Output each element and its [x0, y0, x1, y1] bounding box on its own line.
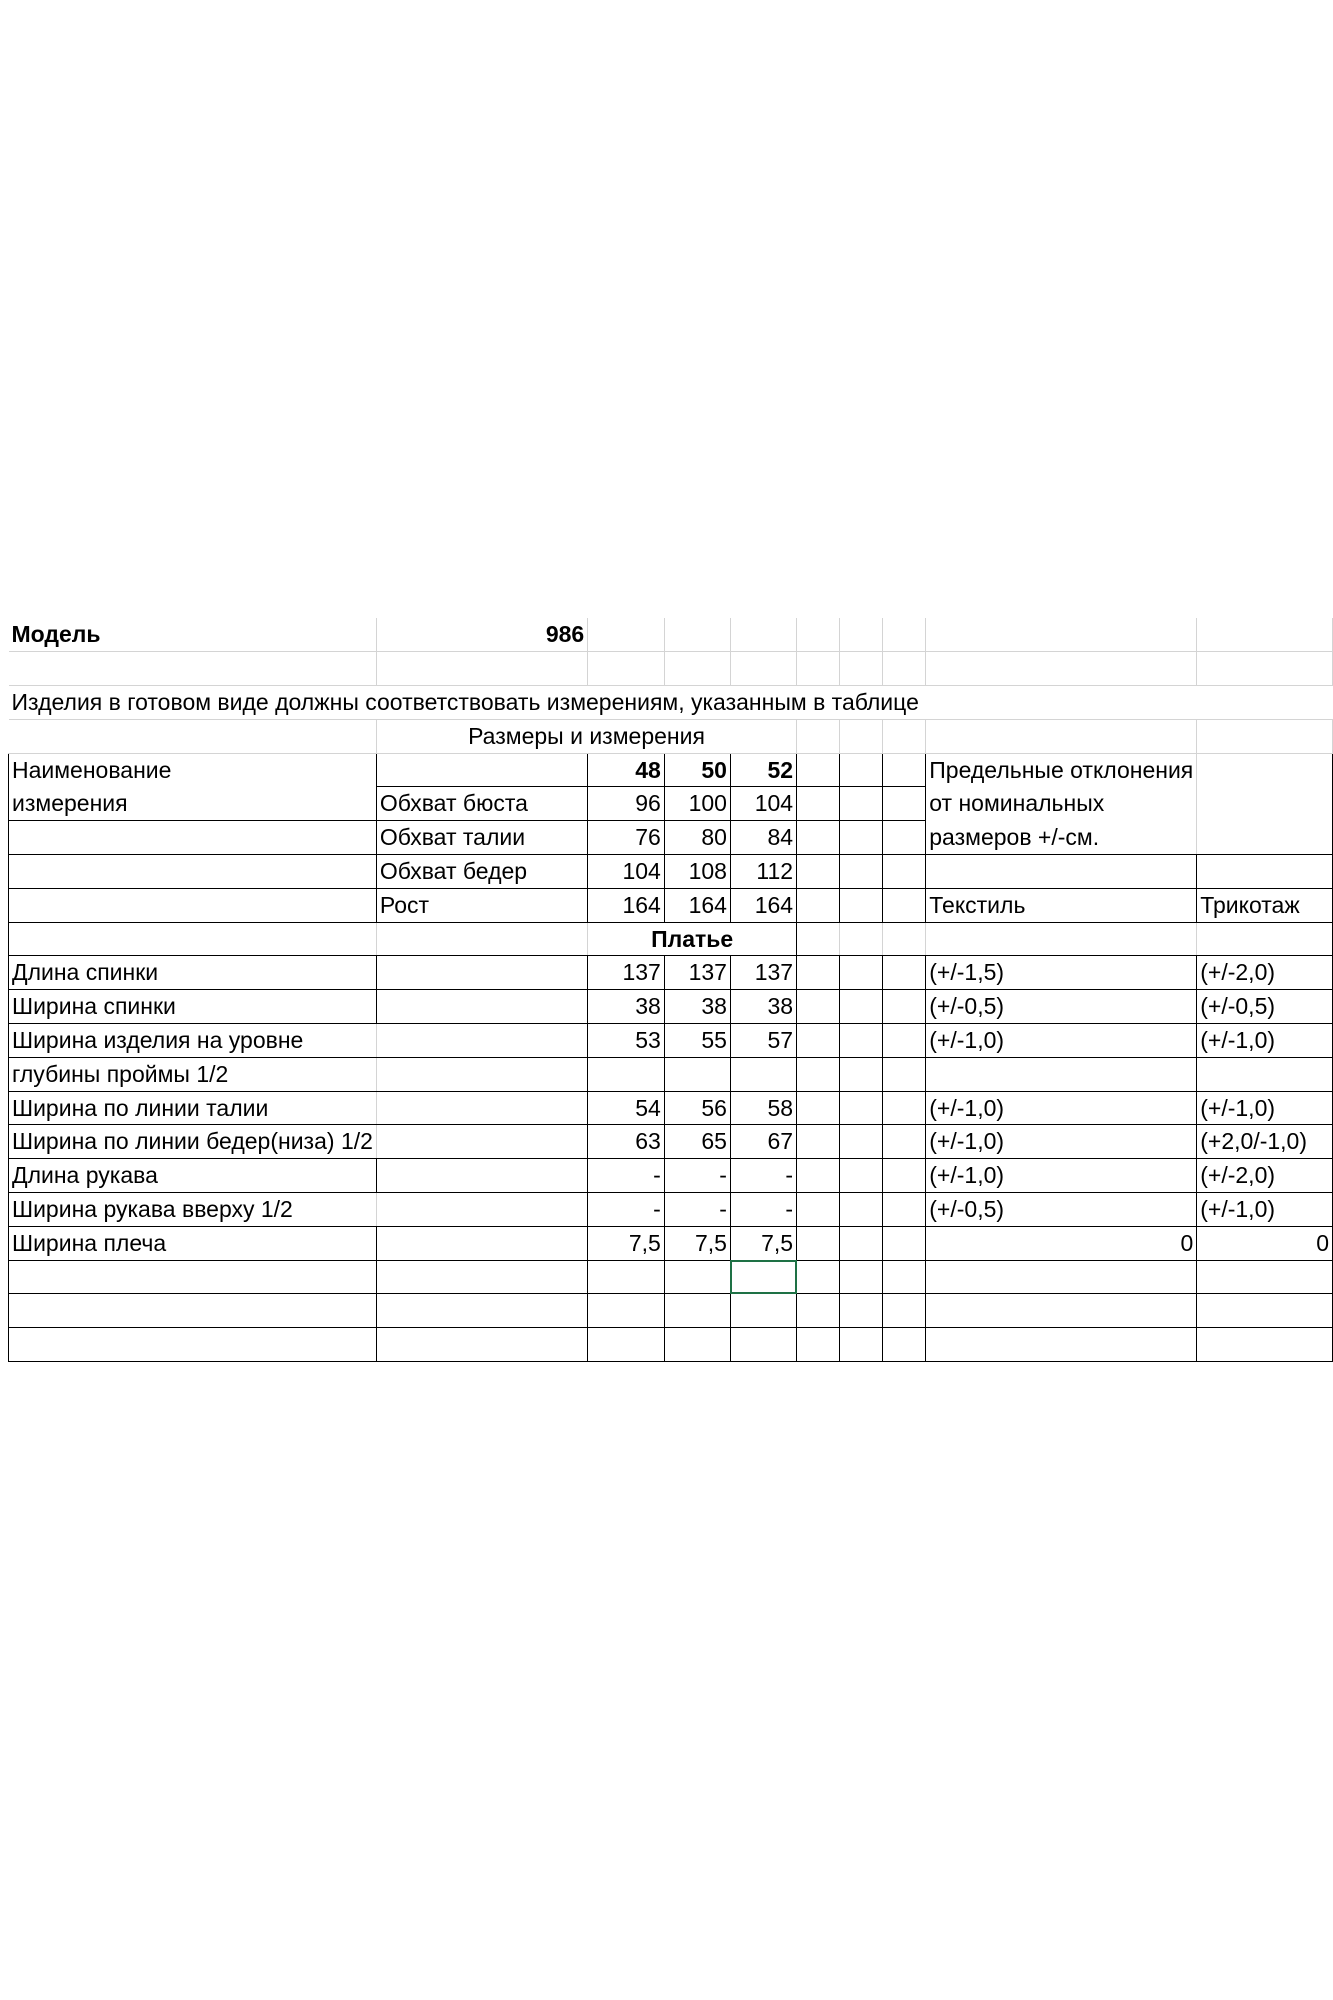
selected-cell[interactable] [730, 1260, 796, 1294]
cell-value[interactable]: 58 [730, 1091, 796, 1125]
cell[interactable] [883, 618, 926, 652]
cell[interactable] [664, 652, 730, 686]
cell[interactable] [1197, 618, 1333, 652]
row-label[interactable]: Рост [376, 888, 587, 922]
row-label[interactable]: Ширина спинки [12, 993, 176, 1020]
row-label[interactable]: Ширина по линии талии [12, 1094, 269, 1121]
cell[interactable] [839, 922, 882, 956]
cell-value[interactable]: - [730, 1159, 796, 1193]
cell[interactable] [797, 652, 840, 686]
cell-value[interactable]: 100 [664, 787, 730, 821]
cell[interactable] [1197, 922, 1333, 956]
size-52[interactable]: 52 [730, 753, 796, 787]
cell[interactable] [730, 1328, 796, 1362]
cell[interactable] [797, 753, 840, 787]
cell[interactable] [376, 956, 587, 990]
cell-value[interactable]: 137 [730, 956, 796, 990]
cell-value[interactable]: 54 [588, 1091, 665, 1125]
tolerance-knit[interactable]: (+/-1,0) [1197, 1193, 1333, 1227]
cell[interactable] [376, 1057, 587, 1091]
cell-value[interactable]: 38 [730, 990, 796, 1024]
cell[interactable] [9, 1294, 377, 1328]
cell-value[interactable]: 164 [588, 888, 665, 922]
cell[interactable] [664, 1260, 730, 1294]
tolerance-knit[interactable]: (+2,0/-1,0) [1197, 1125, 1333, 1159]
cell[interactable] [883, 719, 926, 753]
cell[interactable] [9, 1260, 377, 1294]
cell[interactable] [376, 1328, 587, 1362]
cell[interactable] [797, 1159, 840, 1193]
cell[interactable] [9, 652, 377, 686]
cell[interactable] [883, 1159, 926, 1193]
cell[interactable] [926, 1260, 1197, 1294]
tolerance-knit[interactable]: (+/-2,0) [1197, 956, 1333, 990]
cell-value[interactable]: 38 [588, 990, 665, 1024]
cell[interactable] [588, 1260, 665, 1294]
row-label[interactable]: Длина спинки [12, 959, 159, 986]
cell[interactable] [883, 1294, 926, 1328]
cell[interactable] [926, 1328, 1197, 1362]
cell[interactable] [839, 888, 882, 922]
cell[interactable] [1197, 1328, 1333, 1362]
cell[interactable] [839, 855, 882, 889]
cell[interactable] [1197, 787, 1333, 821]
tolerance-knit[interactable]: (+/-1,0) [1197, 1091, 1333, 1125]
cell-value[interactable]: - [664, 1159, 730, 1193]
cell[interactable] [1197, 821, 1333, 855]
tolerance-textile[interactable]: (+/-1,5) [926, 956, 1197, 990]
cell[interactable] [730, 618, 796, 652]
tolerance-textile[interactable]: (+/-1,0) [926, 1159, 1197, 1193]
cell[interactable] [883, 1024, 926, 1058]
cell-value[interactable]: 104 [588, 855, 665, 889]
tolerance-textile[interactable]: (+/-0,5) [926, 990, 1197, 1024]
cell[interactable] [797, 1193, 840, 1227]
cell-value[interactable]: 104 [730, 787, 796, 821]
cell-value[interactable]: 38 [664, 990, 730, 1024]
cell[interactable] [797, 990, 840, 1024]
cell-value[interactable]: 76 [588, 821, 665, 855]
cell[interactable] [797, 1226, 840, 1260]
cell[interactable] [797, 1024, 840, 1058]
cell-value[interactable]: 7,5 [664, 1226, 730, 1260]
cell-value[interactable]: 7,5 [588, 1226, 665, 1260]
cell[interactable] [883, 1260, 926, 1294]
cell-value[interactable]: - [664, 1193, 730, 1227]
cell [9, 1057, 377, 1091]
cell[interactable] [664, 618, 730, 652]
cell[interactable] [730, 1294, 796, 1328]
section-title[interactable]: Платье [588, 922, 797, 956]
cell[interactable] [883, 821, 926, 855]
row-label[interactable]: Обхват талии [376, 821, 587, 855]
tolerance-textile[interactable]: (+/-1,0) [926, 1091, 1197, 1125]
row-label[interactable]: Длина рукава [12, 1162, 158, 1189]
cell[interactable] [883, 1193, 926, 1227]
deviation-header-2[interactable]: от номинальных [926, 787, 1197, 821]
cell[interactable] [376, 1260, 587, 1294]
cell[interactable] [9, 888, 377, 922]
cell[interactable] [1197, 855, 1333, 889]
cell[interactable] [797, 787, 840, 821]
cell[interactable] [926, 1294, 1197, 1328]
cell [9, 1125, 377, 1159]
row-label[interactable]: Ширина изделия на уровне [12, 1026, 304, 1053]
cell-value[interactable]: 96 [588, 787, 665, 821]
measure-name-header-2[interactable]: измерения [9, 787, 377, 821]
cell-value[interactable] [664, 1057, 730, 1091]
note-text[interactable]: Изделия в готовом виде должны соответствовать измерениям, указанным в таблице [9, 686, 1333, 720]
cell[interactable] [883, 753, 926, 787]
cell[interactable] [797, 1294, 840, 1328]
cell[interactable] [839, 1159, 882, 1193]
cell [9, 1193, 377, 1227]
cell[interactable] [839, 719, 882, 753]
cell[interactable] [376, 1091, 587, 1125]
cell[interactable] [797, 719, 840, 753]
cell[interactable] [883, 1328, 926, 1362]
tolerance-textile[interactable] [926, 1057, 1197, 1091]
cell[interactable] [797, 956, 840, 990]
cell[interactable] [797, 1091, 840, 1125]
cell[interactable] [883, 787, 926, 821]
cell-value[interactable] [588, 1057, 665, 1091]
cell[interactable] [1197, 652, 1333, 686]
cell[interactable] [839, 1125, 882, 1159]
cell-value[interactable]: 84 [730, 821, 796, 855]
cell[interactable] [376, 1294, 587, 1328]
cell[interactable] [839, 1260, 882, 1294]
measurement-spreadsheet [8, 618, 1333, 1362]
cell[interactable] [883, 990, 926, 1024]
cell[interactable] [1197, 753, 1333, 787]
cell[interactable] [376, 1193, 587, 1227]
cell-value[interactable]: 7,5 [730, 1226, 796, 1260]
cell[interactable] [797, 1057, 840, 1091]
cell[interactable] [664, 1328, 730, 1362]
cell[interactable] [588, 652, 665, 686]
cell[interactable] [839, 821, 882, 855]
deviation-col-textile[interactable]: Текстиль [926, 888, 1197, 922]
cell[interactable] [1197, 1294, 1333, 1328]
cell[interactable] [376, 990, 587, 1024]
cell[interactable] [797, 1328, 840, 1362]
cell[interactable] [9, 855, 377, 889]
cell[interactable] [839, 990, 882, 1024]
cell[interactable] [1197, 1260, 1333, 1294]
model-label[interactable]: Модель [9, 618, 377, 652]
cell[interactable] [883, 855, 926, 889]
tolerance-textile[interactable]: 0 [926, 1226, 1197, 1260]
cell[interactable] [797, 1125, 840, 1159]
cell[interactable] [588, 1328, 665, 1362]
cell[interactable] [839, 1057, 882, 1091]
cell-value[interactable]: 63 [588, 1125, 665, 1159]
tolerance-knit[interactable]: (+/-2,0) [1197, 1159, 1333, 1193]
cell[interactable] [588, 1294, 665, 1328]
cell[interactable] [376, 922, 587, 956]
cell[interactable] [376, 1159, 587, 1193]
cell-value[interactable]: 55 [664, 1024, 730, 1058]
cell[interactable] [883, 652, 926, 686]
cell[interactable] [839, 1024, 882, 1058]
cell [9, 1226, 377, 1260]
model-number[interactable]: 986 [376, 618, 587, 652]
cell[interactable] [883, 956, 926, 990]
cell-value[interactable]: - [588, 1159, 665, 1193]
cell[interactable] [797, 855, 840, 889]
cell-value[interactable]: 108 [664, 855, 730, 889]
cell-value[interactable]: 164 [664, 888, 730, 922]
cell[interactable] [730, 652, 796, 686]
cell [9, 1091, 377, 1125]
cell[interactable] [376, 753, 587, 787]
cell[interactable] [376, 1024, 587, 1058]
cell-value[interactable]: 56 [664, 1091, 730, 1125]
tolerance-knit[interactable]: (+/-0,5) [1197, 990, 1333, 1024]
cell[interactable] [839, 753, 882, 787]
row-label[interactable]: Ширина плеча [12, 1229, 167, 1256]
size-50[interactable]: 50 [664, 753, 730, 787]
cell[interactable] [839, 618, 882, 652]
row-label[interactable]: Обхват бедер [376, 855, 587, 889]
cell[interactable] [883, 922, 926, 956]
cell[interactable] [926, 855, 1197, 889]
cell[interactable] [883, 1057, 926, 1091]
row-label[interactable]: Ширина рукава вверху 1/2 [12, 1195, 293, 1222]
cell[interactable] [839, 1193, 882, 1227]
cell[interactable] [883, 888, 926, 922]
measure-name-header[interactable]: Наименование [9, 753, 377, 787]
cell[interactable] [883, 1125, 926, 1159]
cell[interactable] [883, 1091, 926, 1125]
row-label[interactable]: глубины проймы 1/2 [12, 1060, 229, 1087]
cell [9, 1024, 377, 1058]
cell[interactable] [797, 1260, 840, 1294]
cell-value[interactable]: 164 [730, 888, 796, 922]
cell[interactable] [376, 1125, 587, 1159]
size-48[interactable]: 48 [588, 753, 665, 787]
cell[interactable] [9, 821, 377, 855]
tolerance-textile[interactable]: (+/-0,5) [926, 1193, 1197, 1227]
cell-value[interactable]: 137 [664, 956, 730, 990]
cell-value[interactable]: 80 [664, 821, 730, 855]
deviation-header-3[interactable]: размеров +/-см. [926, 821, 1197, 855]
cell[interactable] [9, 719, 377, 753]
tolerance-textile[interactable]: (+/-1,0) [926, 1024, 1197, 1058]
cell[interactable] [797, 922, 840, 956]
tolerance-knit[interactable]: (+/-1,0) [1197, 1024, 1333, 1058]
cell[interactable] [839, 1328, 882, 1362]
cell-value[interactable] [730, 1057, 796, 1091]
cell[interactable] [376, 1226, 587, 1260]
sizes-header[interactable]: Размеры и измерения [376, 719, 796, 753]
row-label[interactable]: Обхват бюста [376, 787, 587, 821]
cell-value[interactable]: 57 [730, 1024, 796, 1058]
cell[interactable] [926, 652, 1197, 686]
cell[interactable] [839, 1226, 882, 1260]
tolerance-textile[interactable]: (+/-1,0) [926, 1125, 1197, 1159]
cell[interactable] [376, 652, 587, 686]
cell [9, 956, 377, 990]
cell[interactable] [9, 922, 377, 956]
cell[interactable] [839, 787, 882, 821]
cell-value[interactable]: 65 [664, 1125, 730, 1159]
cell[interactable] [797, 618, 840, 652]
cell[interactable] [926, 922, 1197, 956]
cell[interactable] [839, 1091, 882, 1125]
cell[interactable] [1197, 719, 1333, 753]
cell [9, 1159, 377, 1193]
cell[interactable] [839, 956, 882, 990]
cell[interactable] [883, 1226, 926, 1260]
cell-value[interactable]: 112 [730, 855, 796, 889]
deviation-header-1[interactable]: Предельные отклонения [926, 753, 1197, 787]
cell [9, 990, 377, 1024]
cell[interactable] [797, 888, 840, 922]
cell[interactable] [664, 1294, 730, 1328]
tolerance-knit[interactable]: 0 [1197, 1226, 1333, 1260]
cell[interactable] [588, 618, 665, 652]
cell-value[interactable]: 137 [588, 956, 665, 990]
cell[interactable] [797, 821, 840, 855]
cell-value[interactable]: - [588, 1193, 665, 1227]
cell[interactable] [839, 652, 882, 686]
cell-value[interactable]: 67 [730, 1125, 796, 1159]
tolerance-knit[interactable] [1197, 1057, 1333, 1091]
cell[interactable] [926, 719, 1197, 753]
row-label[interactable]: Ширина по линии бедер(низа) 1/2 [12, 1128, 373, 1155]
cell-value[interactable]: 53 [588, 1024, 665, 1058]
cell-value[interactable]: - [730, 1193, 796, 1227]
cell[interactable] [9, 1328, 377, 1362]
deviation-col-knit[interactable]: Трикотаж [1197, 888, 1333, 922]
cell[interactable] [926, 618, 1197, 652]
cell[interactable] [839, 1294, 882, 1328]
